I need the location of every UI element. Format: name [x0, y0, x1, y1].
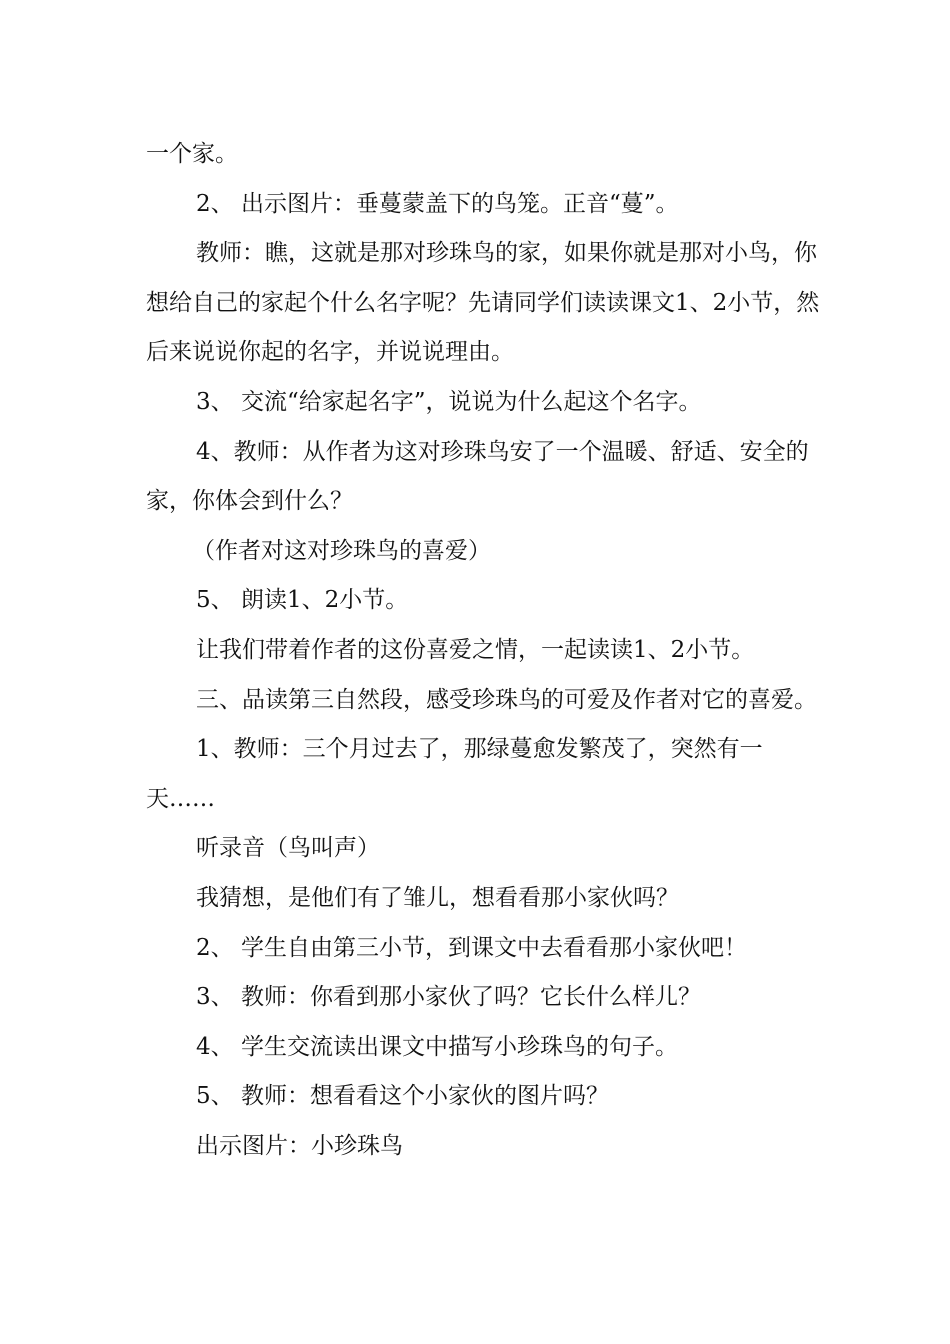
paragraph-show-bird-picture: 出示图片：小珍珠鸟: [196, 1132, 403, 1159]
paragraph-step-1-three-months: 1、教师：三个月过去了，那绿蔓愈发繁茂了，突然有一天……: [146, 736, 763, 812]
paragraph-teacher-naming-question: 教师：瞧，这就是那对珍珠鸟的家，如果你就是那对小鸟，你想给自己的家起个什么名字呢？先请同学们读读课文1、2小节，然后来说说你起的名字，并说说理由。: [146, 240, 820, 366]
paragraph-continuation: 一个家。: [146, 141, 238, 167]
paragraph-step-5-read-aloud: 5、 朗读1、2小节。: [196, 587, 409, 614]
document-body: [146, 130, 826, 1171]
section-heading-three: 三、品读第三自然段，感受珍珠鸟的可爱及作者对它的喜爱。: [196, 686, 817, 713]
paragraph-answer-note: （作者对这对珍珠鸟的喜爱）: [192, 537, 491, 564]
paragraph-step-2-free-reading: 2、 学生自由第三小节，到课文中去看看那小家伙吧！: [196, 934, 747, 961]
paragraph-step-2-show-picture: 2、 出示图片：垂蔓蒙盖下的鸟笼。正音“蔓”。: [196, 190, 679, 217]
paragraph-step-4-teacher-question: 4、教师：从作者为这对珍珠鸟安了一个温暖、舒适、安全的家，你体会到什么？: [146, 438, 809, 515]
paragraph-step-4-student-share: 4、 学生交流读出课文中描写小珍珠鸟的句子。: [196, 1033, 678, 1060]
paragraph-read-together: 让我们带着作者的这份喜爱之情，一起读读1、2小节。: [196, 636, 755, 663]
paragraph-step-3-discuss-name: 3、 交流“给家起名字”，说说为什么起这个名字。: [196, 388, 702, 415]
paragraph-step-5-teacher-picture: 5、 教师：想看看这个小家伙的图片吗？: [196, 1083, 609, 1110]
paragraph-listen-recording: 听录音（鸟叫声）: [196, 835, 380, 862]
paragraph-step-3-teacher-ask: 3、 教师：你看到那小家伙了吗？它长什么样儿？: [196, 984, 701, 1011]
paragraph-guess: 我猜想，是他们有了雏儿，想看看那小家伙吗？: [196, 884, 679, 911]
